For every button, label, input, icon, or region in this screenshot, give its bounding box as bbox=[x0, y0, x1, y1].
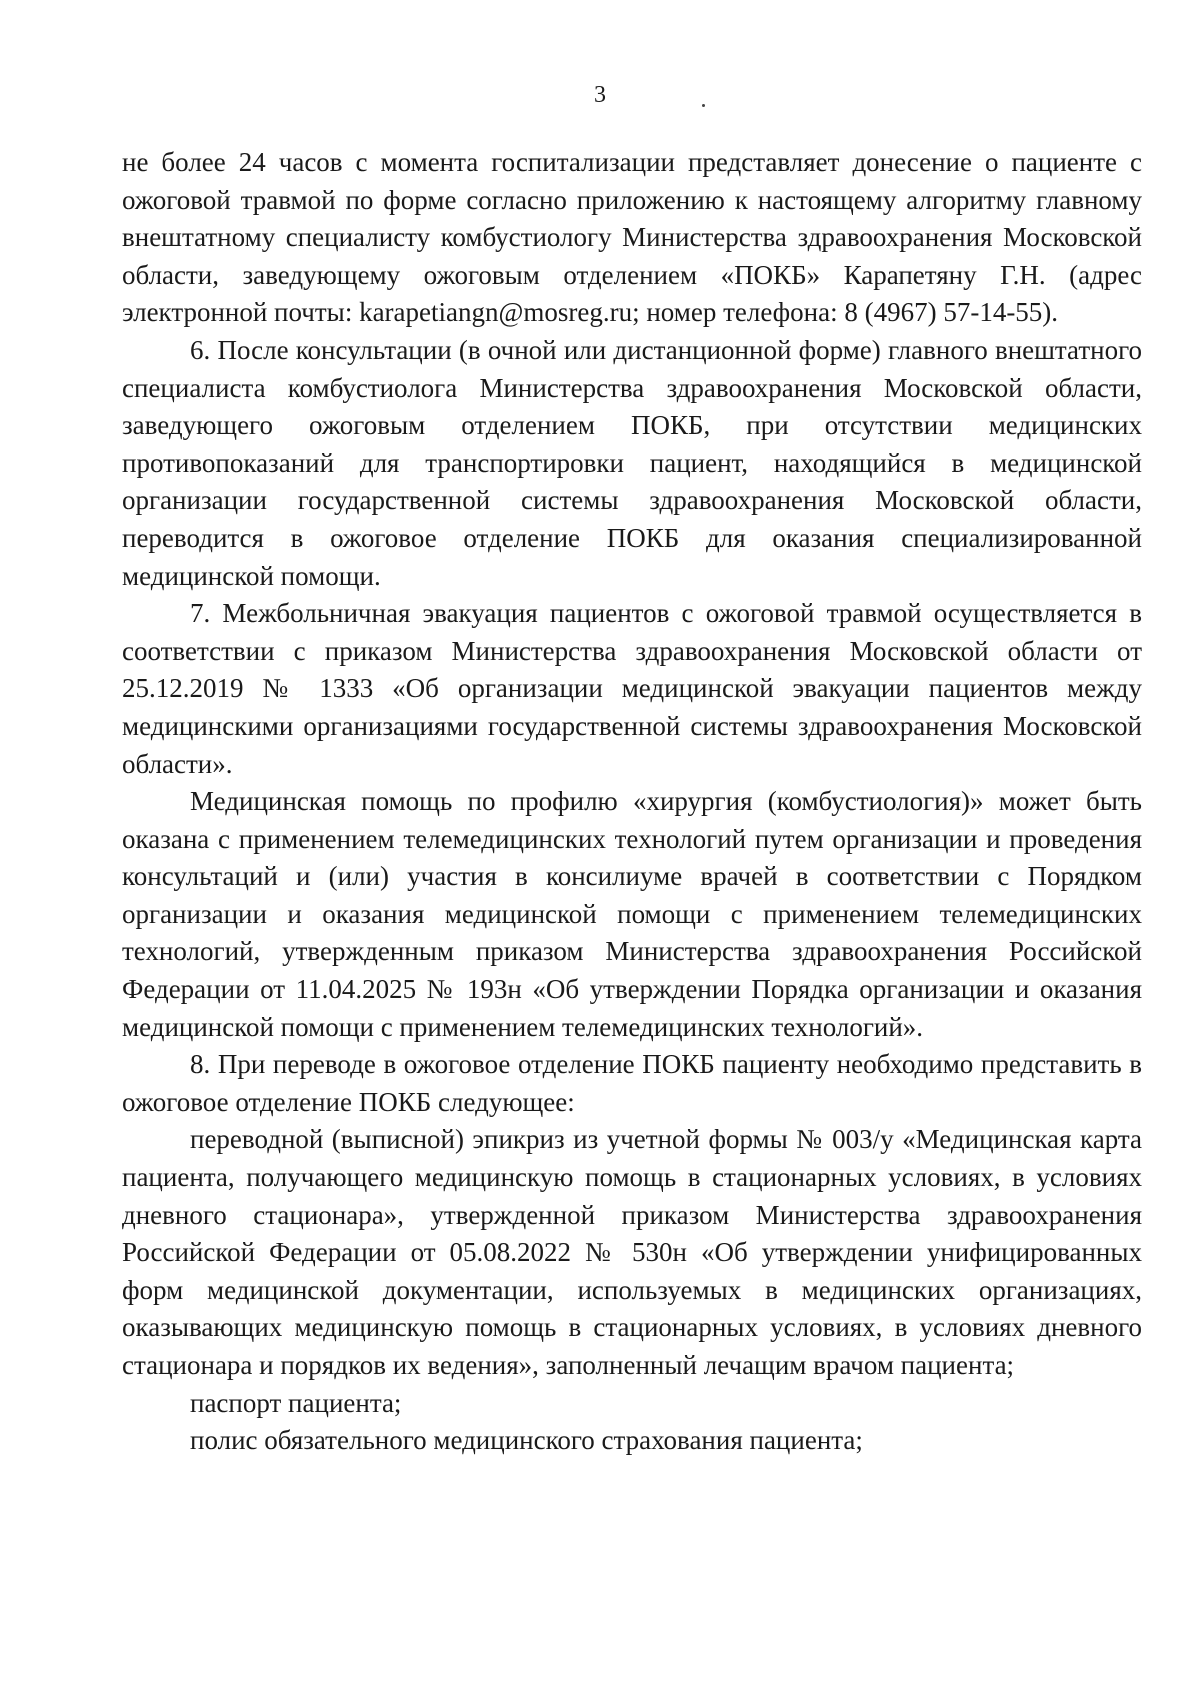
list-item-insurance-policy: полис обязательного медицинского страхования пациента; bbox=[190, 1425, 863, 1456]
list-item-discharge-summary: переводной (выписной) эпикриз из учетной формы № 003/у «Медицинская карта пациента, получающего медицинскую помощь в стационарных условиях, в условиях дневного стационара», утвержденной приказом Министерства здравоохранения Российской Федерации от 05.08.2022 № 530н «Об утверждении унифицированных форм медицинской документации, используемых в медицинских организациях, оказывающих медицинскую помощь в стационарных условиях, в условиях дневного стационара и порядков их ведения», заполненный лечащим врачом пациента; bbox=[122, 1124, 1142, 1380]
paragraph-item-8: 8. При переводе в ожоговое отделение ПОКБ пациенту необходимо представить в ожоговое отделение ПОКБ следующее: bbox=[122, 1049, 1142, 1117]
paragraph-item-6: 6. После консультации (в очной или дистанционной форме) главного внештатного специалиста комбустиолога Министерства здравоохранения Московской области, заведующего ожоговым отделением ПОКБ, при отсутствии медицинских противопоказаний для транспортировки пациент, находящийся в медицинской организации государственной системы здравоохранения Московской области, переводится в ожоговое отделение ПОКБ для оказания специализированной медицинской помощи. bbox=[122, 334, 1142, 591]
paragraph-continuation: не более 24 часов с момента госпитализации представляет донесение о пациенте с ожоговой травмой по форме согласно приложению к настоящему алгоритму главному внештатному специалисту комбустиологу Министерства здравоохранения Московской области, заведующему ожоговым отделением «ПОКБ» Карапетяну Г.Н. (адрес электронной почты: karapetiangn@mosreg.ru; номер телефона: 8 (4967) 57-14-55). bbox=[122, 147, 1142, 328]
scan-artifact bbox=[702, 104, 705, 107]
paragraph-telemedicine: Медицинская помощь по профилю «хирургия (комбустиология)» может быть оказана с применением телемедицинских технологий путем организации и проведения консультаций и (или) участия в консилиуме врачей в соответствии с Порядком организации и оказания медицинской помощи с применением телемедицинских технологий, утвержденным приказом Министерства здравоохранения Российской Федерации от 11.04.2025 № 193н «Об утверждении Порядка организации и оказания медицинской помощи с применением телемедицинских технологий». bbox=[122, 786, 1142, 1042]
paragraph-item-7: 7. Межбольничная эвакуация пациентов с ожоговой травмой осуществляется в соответствии с приказом Министерства здравоохранения Московской области от 25.12.2019 № 1333 «Об организации медицинской эвакуации пациентов между медицинскими организациями государственной системы здравоохранения Московской области». bbox=[122, 598, 1142, 779]
list-item-passport: паспорт пациента; bbox=[190, 1387, 402, 1418]
document-body bbox=[122, 144, 1142, 1460]
page-number: 3 bbox=[594, 82, 606, 108]
